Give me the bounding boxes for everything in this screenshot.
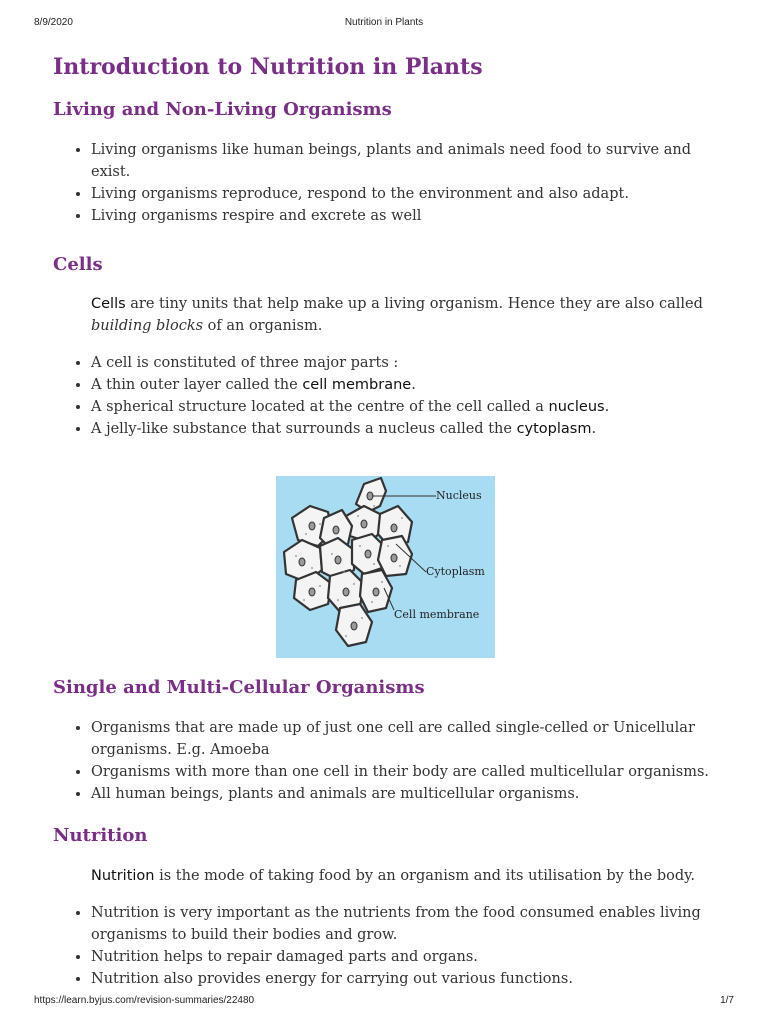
cell-nucleus bbox=[361, 520, 367, 528]
list-item bbox=[91, 418, 733, 440]
print-date: 8/9/2020 bbox=[34, 17, 73, 28]
list-item-text: . bbox=[591, 421, 597, 437]
list-item-text: A thin outer layer called the bbox=[91, 377, 303, 393]
term-cytoplasm: cytoplasm bbox=[516, 421, 592, 437]
cell-nucleus bbox=[343, 588, 349, 596]
list-item: • Living organisms respire and excrete as well bbox=[91, 205, 733, 227]
nutrition-definition bbox=[53, 865, 733, 887]
list-item: • Nutrition also provides energy for carrying out various functions. bbox=[91, 968, 733, 990]
term-nucleus: nucleus bbox=[548, 399, 605, 415]
document-body bbox=[53, 52, 733, 990]
list-item-text: A jelly-like substance that surrounds a nucleus called the bbox=[91, 421, 517, 437]
definition-text: are tiny units that help make up a living organism. Hence they are also called bbox=[125, 296, 703, 312]
page-title: Introduction to Nutrition in Plants bbox=[53, 54, 483, 80]
term-nutrition: Nutrition bbox=[91, 868, 155, 884]
cell-nucleus bbox=[351, 622, 357, 630]
list-item: • Nutrition helps to repair damaged parts and organs. bbox=[91, 946, 733, 968]
label-cytoplasm: Cytoplasm bbox=[426, 565, 485, 578]
cell-nucleus bbox=[365, 550, 371, 558]
page-number: 1/7 bbox=[720, 995, 734, 1006]
cells-definition bbox=[53, 293, 733, 337]
list-item: • Living organisms like human beings, plants and animals need food to survive and exist. bbox=[91, 139, 733, 183]
nutrition-list bbox=[53, 902, 733, 990]
label-cell-membrane: Cell membrane bbox=[394, 608, 480, 621]
cell-diagram bbox=[276, 476, 495, 658]
definition-text: of an organism. bbox=[203, 318, 323, 334]
list-item bbox=[91, 374, 733, 396]
list-item-text: . bbox=[604, 399, 610, 415]
label-nucleus: Nucleus bbox=[436, 489, 482, 502]
term-cells: Cells bbox=[91, 296, 126, 312]
list-item: • Organisms with more than one cell in their body are called multicellular organisms. bbox=[91, 761, 733, 783]
cell-nucleus bbox=[373, 588, 379, 596]
source-url: https://learn.byjus.com/revision-summaries/22480 bbox=[34, 995, 255, 1006]
living-organisms-list bbox=[53, 139, 733, 227]
cell-nucleus bbox=[309, 522, 315, 530]
list-item: • Nutrition is very important as the nutrients from the food consumed enables living organisms to build their bodies and grow. bbox=[91, 902, 733, 946]
cell-nucleus bbox=[391, 554, 397, 562]
list-item: • Living organisms reproduce, respond to the environment and also adapt. bbox=[91, 183, 733, 205]
list-item-text: A spherical structure located at the centre of the cell called a bbox=[91, 399, 549, 415]
list-item: • Organisms that are made up of just one cell are called single-celled or Unicellular organisms. E.g. Amoeba bbox=[91, 717, 733, 761]
list-item: • All human beings, plants and animals are multicellular organisms. bbox=[91, 783, 733, 805]
emphasis-building-blocks: building blocks bbox=[91, 318, 204, 334]
list-item bbox=[91, 396, 733, 418]
cell-nucleus bbox=[335, 556, 341, 564]
heading-single-multicellular: Single and Multi-Cellular Organisms bbox=[53, 677, 425, 698]
list-item-text: . bbox=[411, 377, 416, 393]
list-item: • A cell is constituted of three major parts : bbox=[91, 352, 733, 374]
print-title: Nutrition in Plants bbox=[344, 17, 424, 28]
term-cell-membrane: cell membrane bbox=[302, 377, 412, 393]
cell-nucleus bbox=[309, 588, 315, 596]
cell-parts-list bbox=[53, 352, 733, 440]
print-header bbox=[0, 17, 768, 31]
definition-text: is the mode of taking food by an organism and its utilisation by the body. bbox=[154, 868, 695, 884]
heading-nutrition: Nutrition bbox=[53, 825, 148, 846]
cell-nucleus bbox=[299, 558, 305, 566]
cell-nucleus bbox=[391, 524, 397, 532]
print-footer bbox=[0, 995, 768, 1009]
heading-living-organisms: Living and Non-Living Organisms bbox=[53, 99, 392, 120]
cell-nucleus bbox=[333, 526, 339, 534]
single-multicellular-list bbox=[53, 717, 733, 805]
heading-cells: Cells bbox=[53, 254, 103, 275]
